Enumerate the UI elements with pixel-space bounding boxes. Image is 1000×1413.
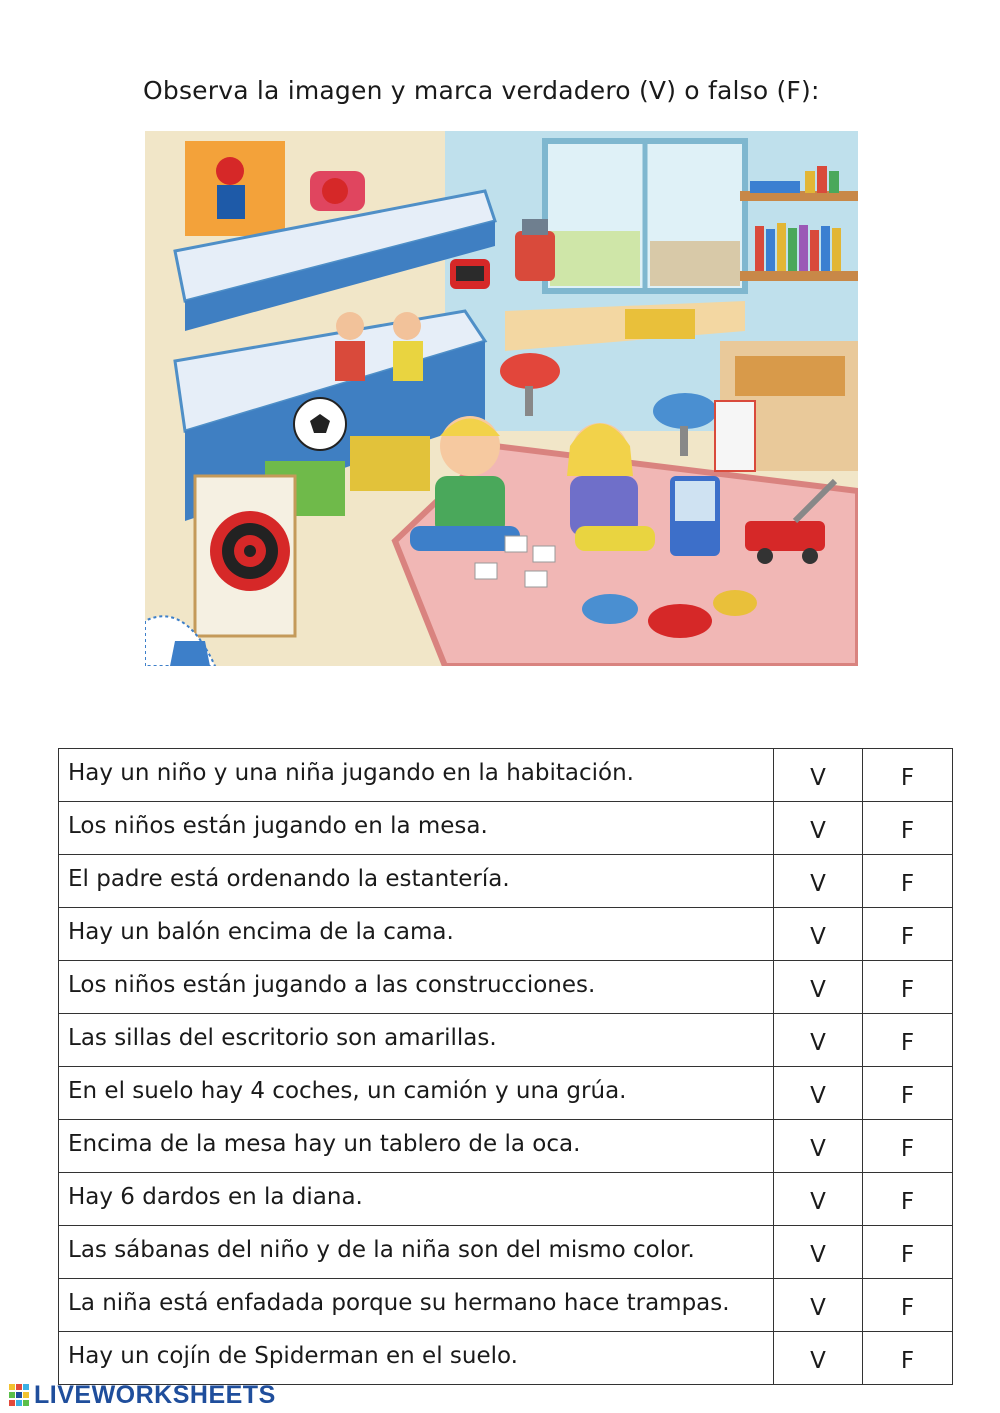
true-option[interactable]: V xyxy=(774,1226,863,1279)
false-option[interactable]: F xyxy=(863,961,953,1014)
table-row xyxy=(59,1279,953,1332)
true-option[interactable]: V xyxy=(774,961,863,1014)
statement-text: Encima de la mesa hay un tablero de la oca. xyxy=(59,1120,774,1173)
true-option[interactable]: V xyxy=(774,1332,863,1385)
table-row xyxy=(59,1120,953,1173)
truck-toy-icon xyxy=(670,476,720,556)
true-option[interactable]: V xyxy=(774,749,863,802)
false-option[interactable]: F xyxy=(863,1014,953,1067)
table-row xyxy=(59,1173,953,1226)
window-icon xyxy=(545,141,745,291)
spiderman-poster-icon xyxy=(185,141,285,236)
true-option[interactable]: V xyxy=(774,802,863,855)
liveworksheets-logo-icon xyxy=(8,1382,30,1408)
true-option[interactable]: V xyxy=(774,1120,863,1173)
table-row xyxy=(59,749,953,802)
table-row xyxy=(59,802,953,855)
statement-text: Hay un cojín de Spiderman en el suelo. xyxy=(59,1332,774,1385)
false-option[interactable]: F xyxy=(863,908,953,961)
table-row xyxy=(59,961,953,1014)
statement-text: Los niños están jugando en la mesa. xyxy=(59,802,774,855)
false-option[interactable]: F xyxy=(863,1226,953,1279)
true-option[interactable]: V xyxy=(774,1173,863,1226)
statement-text: Los niños están jugando a las construcciones. xyxy=(59,961,774,1014)
statement-text: En el suelo hay 4 coches, un camión y una grúa. xyxy=(59,1067,774,1120)
bedroom-illustration xyxy=(145,131,858,666)
table-row xyxy=(59,1226,953,1279)
statement-text: Las sábanas del niño y de la niña son del mismo color. xyxy=(59,1226,774,1279)
dartboard-icon xyxy=(195,476,295,636)
soccer-ball-icon xyxy=(294,398,346,450)
table-row xyxy=(59,908,953,961)
false-option[interactable]: F xyxy=(863,802,953,855)
table-row xyxy=(59,1332,953,1385)
table-row xyxy=(59,1014,953,1067)
false-option[interactable]: F xyxy=(863,1279,953,1332)
statement-text: Hay un niño y una niña jugando en la habitación. xyxy=(59,749,774,802)
instruction-text: Observa la imagen y marca verdadero (V) o falso (F): xyxy=(143,76,820,105)
table-row xyxy=(59,1067,953,1120)
false-option[interactable]: F xyxy=(863,749,953,802)
true-option[interactable]: V xyxy=(774,1279,863,1332)
brand-name: LIVEWORKSHEETS xyxy=(34,1380,276,1409)
statement-text: Hay 6 dardos en la diana. xyxy=(59,1173,774,1226)
true-option[interactable]: V xyxy=(774,908,863,961)
false-option[interactable]: F xyxy=(863,1120,953,1173)
false-option[interactable]: F xyxy=(863,1173,953,1226)
statement-text: La niña está enfadada porque su hermano hace trampas. xyxy=(59,1279,774,1332)
false-option[interactable]: F xyxy=(863,855,953,908)
statement-text: Las sillas del escritorio son amarillas. xyxy=(59,1014,774,1067)
table-row xyxy=(59,855,953,908)
true-option[interactable]: V xyxy=(774,1014,863,1067)
false-option[interactable]: F xyxy=(863,1332,953,1385)
true-false-table xyxy=(58,748,953,1385)
true-option[interactable]: V xyxy=(774,1067,863,1120)
true-option[interactable]: V xyxy=(774,855,863,908)
statement-text: Hay un balón encima de la cama. xyxy=(59,908,774,961)
liveworksheets-logo[interactable] xyxy=(8,1380,276,1410)
false-option[interactable]: F xyxy=(863,1067,953,1120)
statement-text: El padre está ordenando la estantería. xyxy=(59,855,774,908)
